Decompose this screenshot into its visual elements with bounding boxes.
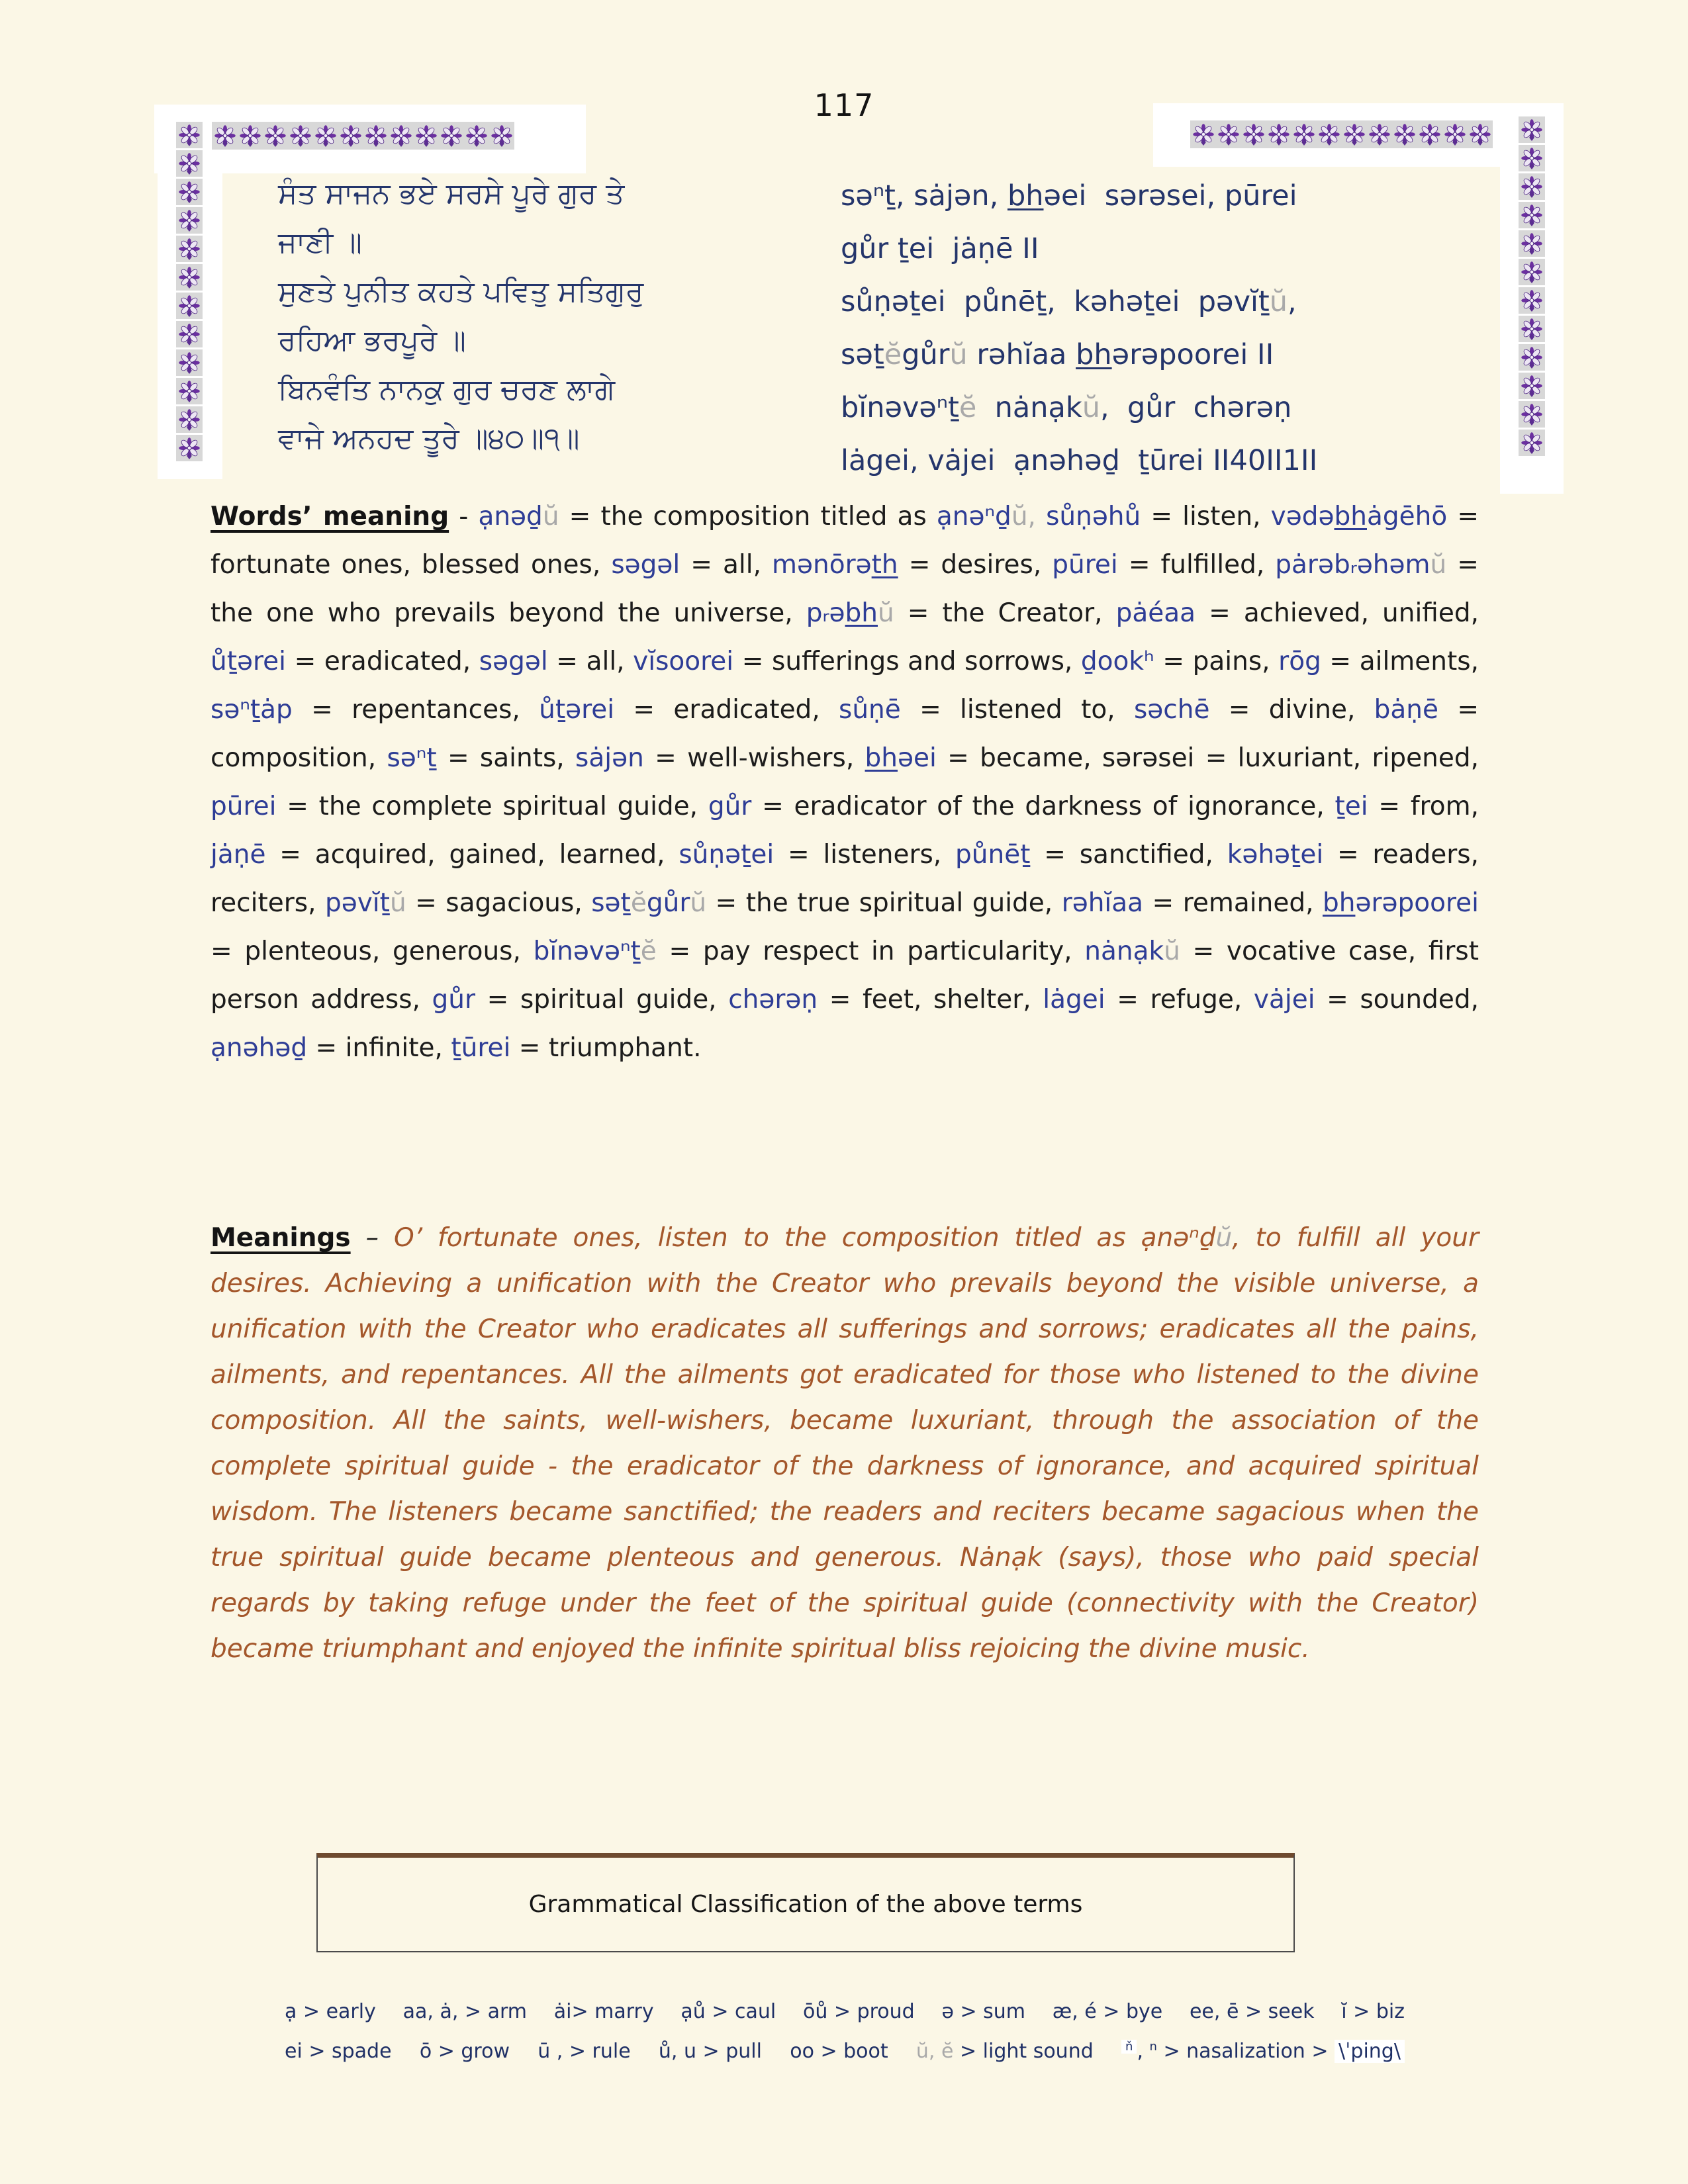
flower-ornament-icon xyxy=(1367,121,1391,148)
pronunciation-item: ȧi> marry xyxy=(553,2000,654,2023)
pronunciation-item: ei > spade xyxy=(285,2040,392,2063)
gurmukhi-line: ਜਾਣੀ ॥ xyxy=(278,226,362,259)
flower-ornament-icon xyxy=(1417,121,1442,148)
grammar-classification-box xyxy=(316,1853,1295,1952)
pronunciation-guide xyxy=(285,2000,1405,2079)
transliteration-line: bĭnəvəⁿṯĕ nȧnạkŭ, gůr chərəṇ xyxy=(841,391,1292,424)
flower-ornament-icon xyxy=(176,150,203,177)
flower-ornament-icon xyxy=(1241,121,1266,148)
flower-ornament-icon xyxy=(176,264,203,291)
flower-ornament-icon xyxy=(1519,173,1545,200)
pronunciation-item: oo > boot xyxy=(790,2040,888,2063)
flower-ornament-icon xyxy=(176,321,203,347)
flower-ornament-icon xyxy=(1442,121,1467,148)
gurmukhi-line: ਸੁਣਤੇ ਪੁਨੀਤ ਕਹਤੇ ਪਵਿਤੁ ਸਤਿਗੁਰੁ xyxy=(278,275,644,308)
flower-ornament-icon xyxy=(1291,121,1316,148)
flower-ornament-icon xyxy=(176,179,203,205)
pronunciation-item: ee, ē > seek xyxy=(1189,2000,1315,2023)
pronunciation-item: ĭ > biz xyxy=(1341,2000,1405,2023)
flower-ornament-icon xyxy=(176,122,203,148)
pronunciation-row-2 xyxy=(285,2040,1405,2079)
flower-strip-top-left xyxy=(212,122,514,150)
flower-ornament-icon xyxy=(176,236,203,262)
flower-ornament-icon xyxy=(212,122,237,149)
flower-ornament-icon xyxy=(414,122,438,149)
flower-ornament-icon xyxy=(1519,230,1545,257)
flower-ornament-icon xyxy=(1317,121,1341,148)
pronunciation-item: $^ň$ , $^n$ > nasalization > \ˈping\ xyxy=(1121,2040,1405,2063)
flower-strip-top-right xyxy=(1190,120,1493,148)
flower-ornament-icon xyxy=(489,122,514,149)
pronunciation-item: ạ > early xyxy=(285,2000,376,2023)
flower-strip-left xyxy=(176,122,203,461)
pronunciation-item: ōů > proud xyxy=(803,2000,915,2023)
pronunciation-item: ō > grow xyxy=(419,2040,510,2063)
shabad-block xyxy=(278,169,1443,487)
flower-ornament-icon xyxy=(176,207,203,234)
words-meaning-paragraph: Words’ meaning - ạnəḏŭ = the composition titled as ạnəⁿḏŭ, sůṇəhů = listen, vədəbhȧgēhō = fortunate ones, blessed ones, səgəl = all, mənōrəth = desires, pūrei = fulfilled, pȧrəbᵣəhəmŭ = the one who prevails beyond the universe, pᵣəbhŭ = the Creator, pȧéaa = achieved, unified, ůṯərei = eradicated, səgəl = all, vĭsoorei = sufferings and sorrows, ḏookʰ = pains, rōg = ailments, səⁿṯȧp = repentances, ůṯərei = eradicated, sůṇē = listened to, səchē = divine, bȧṇē = composition, səⁿṯ = saints, sȧjən = well-wishers, bhəei = became, sərəsei = luxuriant, ripened, pūrei = the complete spiritual guide, gůr = eradicator of the darkness of ignorance, ṯei = from, jȧṇē = acquired, gained, learned, sůṇəṯei = listeners, půnēṯ = sanctified, kəhəṯei = readers, reciters, pəvĭṯŭ = sagacious, səṯĕgůrŭ = the true spiritual guide, rəhĭaa = remained, bhərəpoorei = plenteous, generous, bĭnəvəⁿṯĕ = pay respect in particularity, nȧnạkŭ = vocative case, first person address, gůr = spiritual guide, chərəṇ = feet, shelter, lȧgei = refuge, vȧjei = sounded, ạnəhəḏ = infinite, ṯūrei = triumphant. xyxy=(211,502,1479,1063)
flower-ornament-icon xyxy=(439,122,463,149)
gurmukhi-column xyxy=(278,169,841,487)
transliteration-line: sůṇəṯei půnēṯ, kəhəṯei pəvĭṯŭ, xyxy=(841,285,1297,318)
flower-ornament-icon xyxy=(363,122,388,149)
flower-ornament-icon xyxy=(1519,401,1545,428)
pronunciation-item: ŭ, ĕ > light sound xyxy=(915,2040,1094,2063)
flower-ornament-icon xyxy=(176,435,203,461)
flower-ornament-icon xyxy=(176,349,203,376)
flower-ornament-icon xyxy=(1392,121,1417,148)
pronunciation-item: ạů > caul xyxy=(680,2000,776,2023)
flower-ornament-icon xyxy=(176,406,203,433)
flower-ornament-icon xyxy=(1519,373,1545,399)
flower-ornament-icon xyxy=(1519,259,1545,285)
page-number: 117 xyxy=(814,87,874,123)
flower-ornament-icon xyxy=(1519,287,1545,314)
pronunciation-row-1 xyxy=(285,2000,1405,2040)
gurmukhi-line: ਬਿਨਵੰਤਿ ਨਾਨਕੁ ਗੁਰ ਚਰਣ ਲਾਗੇ xyxy=(278,373,615,406)
flower-ornament-icon xyxy=(1468,121,1492,148)
pronunciation-item: ů, u > pull xyxy=(658,2040,762,2063)
pronunciation-item: aa, ȧ, > arm xyxy=(402,2000,527,2023)
transliteration-line: lȧgei, vȧjei ạnəhəḏ ṯūrei II40II1II xyxy=(841,444,1318,477)
flower-ornament-icon xyxy=(1519,316,1545,342)
flower-ornament-icon xyxy=(176,293,203,319)
flower-ornament-icon xyxy=(464,122,489,149)
gurmukhi-line: ਸੰਤ ਸਾਜਨ ਭਏ ਸਰਸੇ ਪੂਰੇ ਗੁਰ ਤੇ xyxy=(278,177,625,210)
flower-ornament-icon xyxy=(1216,121,1241,148)
flower-ornament-icon xyxy=(1519,145,1545,171)
pronunciation-item: ə > sum xyxy=(941,2000,1026,2023)
flower-ornament-icon xyxy=(238,122,262,149)
flower-ornament-icon xyxy=(263,122,287,149)
flower-ornament-icon xyxy=(1266,121,1291,148)
meanings-paragraph: Meanings – O’ fortunate ones, listen to the composition titled as ạnəⁿḏŭ, to fulfill all your desires. Achieving a unification with the Creator who prevails beyond the visible universe, a unification with the Creator who eradicates all sufferings and sorrows; eradicates all the pains, ailments, and repentances. All the ailments got eradicated for those who listened to the divine composition. All the saints, well-wishers, became luxuriant, through the association of the complete spiritual guide - the eradicator of the darkness of ignorance, and acquired spiritual wisdom. The listeners became sanctified; the readers and reciters became sagacious when the true spiritual guide became plenteous and generous. Nȧnạk (says), those who paid special regards by taking refuge under the feet of the spiritual guide (connectivity with the Creator) became triumphant and enjoyed the infinite spiritual bliss rejoicing the divine music. xyxy=(211,1223,1479,1664)
transliteration-column xyxy=(841,169,1443,487)
gurmukhi-line: ਰਹਿਆ ਭਰਪੂਰੇ ॥ xyxy=(278,324,466,357)
flower-ornament-icon xyxy=(1342,121,1366,148)
pronunciation-item: ū , > rule xyxy=(538,2040,631,2063)
flower-strip-right xyxy=(1519,116,1545,456)
grammar-classification-title: Grammatical Classification of the above terms xyxy=(528,1891,1083,1918)
flower-ornament-icon xyxy=(1519,344,1545,371)
gurmukhi-line: ਵਾਜੇ ਅਨਹਦ ਤੂਰੇ ॥੪੦॥੧॥ xyxy=(278,422,580,455)
flower-ornament-icon xyxy=(389,122,413,149)
flower-ornament-icon xyxy=(1191,121,1215,148)
flower-ornament-icon xyxy=(176,378,203,404)
flower-ornament-icon xyxy=(1519,202,1545,228)
transliteration-line: gůr ṯei jȧṇē II xyxy=(841,232,1039,265)
flower-ornament-icon xyxy=(1519,430,1545,456)
pronunciation-item: æ, é > bye xyxy=(1052,2000,1163,2023)
flower-ornament-icon xyxy=(313,122,338,149)
transliteration-line: səⁿṯ, sȧjən, bhəei sərəsei, pūrei xyxy=(841,179,1297,212)
flower-ornament-icon xyxy=(288,122,312,149)
transliteration-line: səṯĕgůrŭ rəhĭaa bhərəpoorei II xyxy=(841,338,1274,371)
flower-ornament-icon xyxy=(338,122,363,149)
